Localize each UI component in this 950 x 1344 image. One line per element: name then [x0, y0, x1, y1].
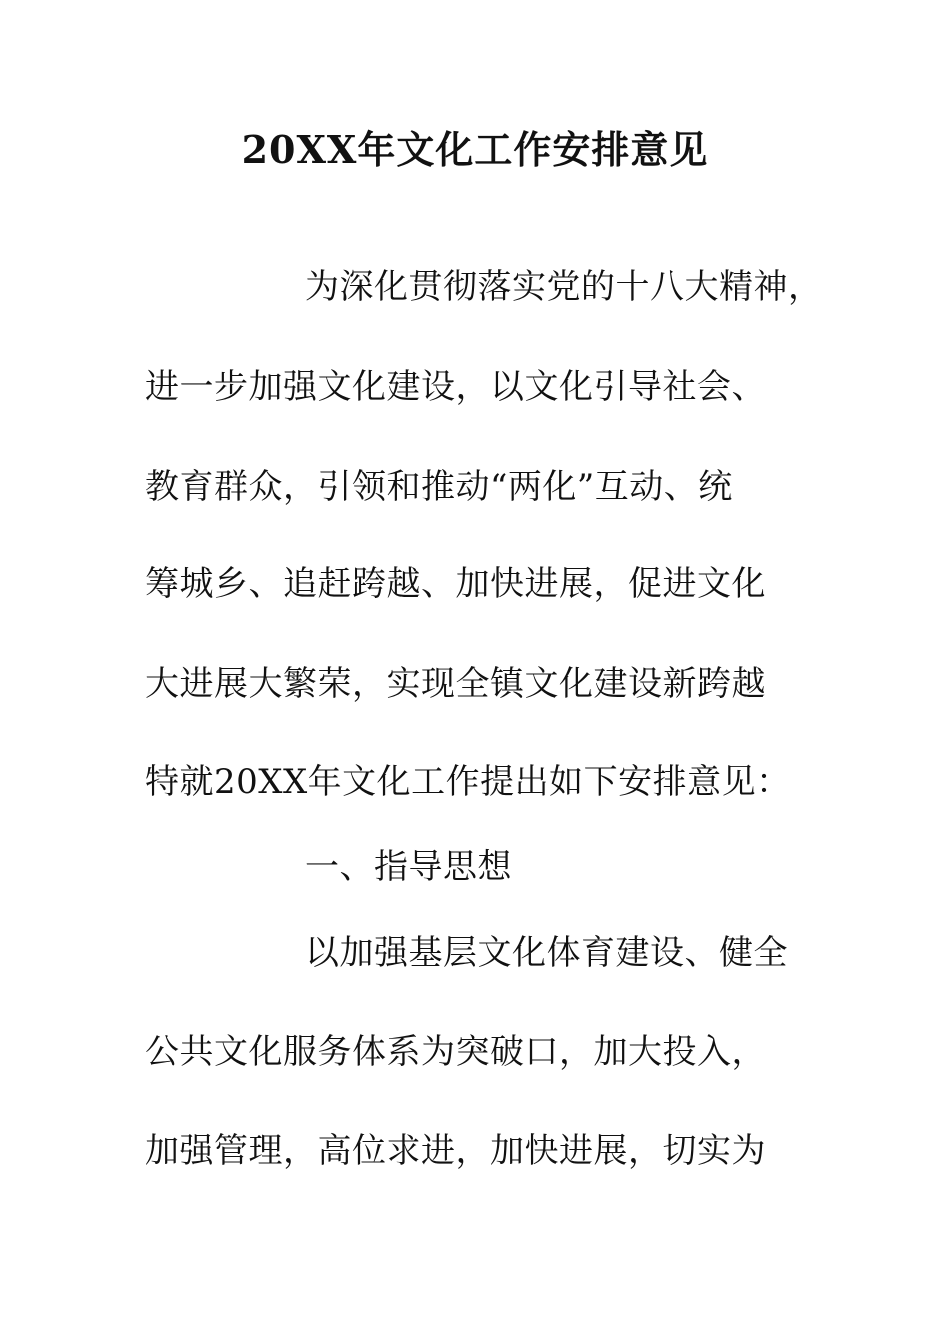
document-title: 20XX年文化工作安排意见: [241, 127, 709, 172]
paragraph-line: 特就20XX年文化工作提出如下安排意见：: [145, 762, 791, 802]
paragraph-line: 公共文化服务体系为突破口，加大投入，: [145, 1032, 766, 1072]
paragraph-line: 以加强基层文化体育建设、健全: [305, 933, 788, 973]
paragraph-line: 进一步加强文化建设，以文化引导社会、: [145, 367, 766, 407]
paragraph-line: 为深化贯彻落实党的十八大精神，: [305, 267, 823, 307]
paragraph-line: 加强管理，高位求进，加快进展，切实为: [145, 1131, 766, 1171]
paragraph-line: 教育群众，引领和推动“两化”互动、统: [145, 467, 733, 507]
paragraph-line: 筹城乡、追赶跨越、加快进展，促进文化: [145, 564, 766, 604]
paragraph-line: 大进展大繁荣，实现全镇文化建设新跨越: [145, 664, 766, 704]
section-heading: 一、指导思想: [305, 847, 512, 887]
